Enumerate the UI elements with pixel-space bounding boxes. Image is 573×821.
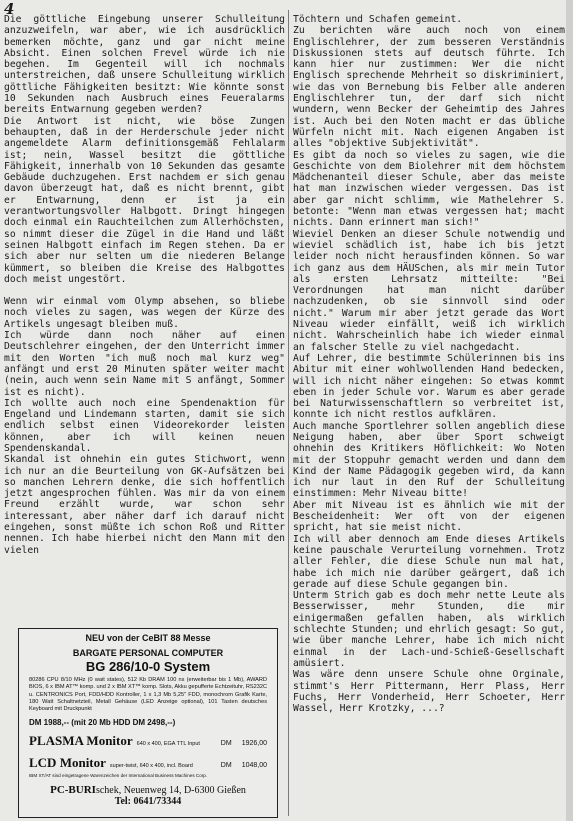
paragraph: Die göttliche Eingebung unserer Schulleitung anzuzweifeln, war aber, wie ich ausdrücklich bemerken möchte, ganz und gar nicht meine Absicht. Einen solchen Frevel würde ich nie begehen. Im Gegenteil will ich nochmals unterstreichen, daß unsere Schulleitung wirklich göttliche Fähigkeiten besitzt: Wie könnte sonst 10 Sekunden nach Ausbruch eines Feueralarms bereits Entwarnung gegeben werden? [4,14,285,116]
page-edge [566,0,573,821]
ad-plasma-monitor [29,733,267,749]
column-divider [288,10,289,816]
paragraph: Was wäre denn unsere Schule ohne Orginale, stimmt's Herr Pittermann, Herr Plass, Herr Fuchs, Herr Vonderheid, Herr Schoeter, Herr Wassel, Herr Krotzky, ...? [293,669,565,715]
paragraph: Auch manche Sportlehrer sollen angeblich diese Neigung haben, aber über Sport schweigt ohnehin des Kritikers Höflichkeit: Wo Noten mit der Stoppuhr gemacht werden und dann dem Kind der Name Pädagogik gegeben wird, da kann ich nur laut in den Ruf der Schulleitung einstimmen: Mehr Niveau bitte! [293,420,565,500]
ad-header-cebit: NEU von der CeBIT 88 Messe [85,633,211,643]
left-column [4,14,285,556]
paragraph: Wenn wir einmal vom Olymp absehen, so bliebe noch vieles zu sagen, was wegen der Kürze des Artikels ungesagt bleiben muß. [4,296,285,330]
plasma-monitor-name: PLASMA Monitor [29,733,133,749]
paragraph: Töchtern und Schafen gemeint. [293,14,463,25]
ad-trademark-note: IBM XT/AT sind eingetragene Warenzeichen der International Business Machines Corp. [29,773,208,779]
paragraph: Wieviel Denken an dieser Schule notwendig und wieviel schädlich ist, habe ich bis jetzt leider noch nicht herausfinden können. So war ich ganz aus dem HÄUSchen, als mir mein Tutor als ersten Lehrsatz mitteilte: "Bei Verordnungen hat man nicht darüber nachzudenken, ob sie sinnvoll sind oder nicht." Warum mir aber jetzt gerade das Wort Niveau wieder einfällt, weiß ich wirklich nicht. Wahrscheinlich habe ich wieder einmal an falscher Stelle zu viel nachgedacht. [293,228,565,353]
ad-system-name: BG 286/10-0 System [85,659,211,674]
ad-company-rest: schek, Neuenweg 14, D-6300 Gießen [95,785,246,797]
paragraph: Aber mit Niveau ist es ähnlich wie mit der Bescheidenheit: Wer oft von der eigenen spricht, hat sie meist nicht. [293,499,565,534]
paragraph: Zu berichten wäre auch noch von einem Englischlehrer, der zum besseren Verständnis Diskussionen stets auf deutsch führte. Ich kann hier nur zustimmen: Wer die nicht Englisch sprechende Mehrheit so diskriminiert, wie das von Bernebung bis Felber alle anderen Englischlehrer tun, der darf sich nicht wundern, wenn Becker der Geheimtip des Jahres ist. Auch bei den Noten macht er das übliche Würfeln nicht mit. Nach eigenen Angaben ist alles "objektive Subjektivität". [293,25,565,150]
paragraph: Ich wollte auch noch eine Spendenaktion für Engeland und Lindemann starten, damit sie sich endlich selbst einen Videorekorder leisten können, aber ich will keinen neuen Spendenskandal. [4,397,285,454]
plasma-monitor-spec: 640 x 400, EGA TTL Input [136,741,200,748]
advertisement-box [18,628,278,818]
ad-price-line [29,718,267,727]
ad-company [19,784,277,796]
paragraph: Es gibt da noch so vieles zu sagen, wie die Geschichte von dem Biolehrer mit dem höchstem Mädchenanteil dieser Schule, aber das meiste hat man inzwischen wieder vergessen. Das ist aber gar nicht schlimm, wie Mathelehrer S. betonte: "Wenn man etwas vergessen hat; macht nichts. Dann erinnert man sich!" [293,149,565,229]
paragraph: Auf Lehrer, die bestimmte Schülerinnen bis ins Abitur mit einer wohlwollenden Hand bedecken, will ich nicht näher eingehen: So etwas kommt eben in jeder Schule vor. Warum es aber gerade bei Naturwissenschaftlern so verbreitet ist, konnte ich nicht restlos aufklären. [293,352,565,421]
ad-lcd-monitor [29,755,267,771]
ad-header-bargate: BARGATE PERSONAL COMPUTER [72,648,224,658]
ad-specs: 80286 CPU 8/10 MHz (0 wait states), 512 Kb DRAM 100 ns (erweiterbar bis 1 Mb), AWARD BIOS, 6 x IBM AT™ komp. und 2 x IBM XT™ komp. Slots, Akku gepufferte Echtzeituhr, RS232C u. CENTRONICS Port, FDD/HDD Kontroller, 1 x 1,3 Mb 5,25" FDD, monochrom Grafik Karte, 180 Watt Schaltnetzteil, Metall Gehäuse (LED Anzeige optional), 101 Tasten deutsches Keyboard mit Druckpunkt [29,677,267,713]
right-column [293,14,565,714]
lcd-monitor-name: LCD Monitor [29,755,106,771]
ad-company-bold: PC-BURI [50,784,96,797]
paragraph: Ich will aber dennoch am Ende dieses Artikels keine pauschale Verurteilung vornehmen. Trotz aller Fehler, die diese Schule nun mal hat, habe ich mich nie darüber geärgert, daß ich gerade auf diese Schule gegangen bin. [293,533,565,590]
paragraph: Die Antwort ist nicht, wie böse Zungen behaupten, daß in der Herderschule jeder nicht angemeldete Alarm definitionsgemäß Fehlalarm ist; nein, Wassel besitzt die göttliche Fähigkeit, innerhalb von 10 Sekunden das gesamte Gebäude duchzugehen. Erst nachdem er sich genau davon überzeugt hat, daß es nicht brennt, gibt er Entwarnung, denn er ist ja ein verantwortungsvoller Halbgott. Dringt hingegen doch einmal ein Rauchteilchen zum Allerhöchsten, so nimmt dieser die Zügel in die Hand und läßt seinen Halbgott einfach im Regen stehen. Da er sich aber nur selten um die niederen Belange kümmert, so bleiben die Kreise des Halbgottes doch meist ungestört. [4,115,285,285]
lcd-monitor-price: 1048,00 [241,762,267,770]
ad-price-text: DM 1988,-- (mit 20 Mb HDD DM 2498,--) [29,718,176,728]
plasma-monitor-currency: DM [220,740,232,748]
page-number: 4 [4,0,15,18]
lcd-monitor-spec: super-twist, 640 x 400, incl. Board [109,763,193,770]
paragraph: Ich würde dann noch näher auf einen Deutschlehrer eingehen, der den Unterricht immer mit den Worten "ich muß noch mal kurz weg" anfängt und erst 20 Minuten später weiter macht (nein, auch wenn sein Name mit S anfängt, Sommer ist es nicht). [4,330,285,398]
paragraph: Unterm Strich gab es doch mehr nette Leute als Besserwisser, mehr Stunden, die mir einigermaßen gefallen haben, als wirklich schlechte Stunden; und ehrlich gesagt: So gut, wie über manche Lehrer, habe ich mich nicht einmal in der Lach-und-Schieß-Gesellschaft amüsiert. [293,590,565,669]
plasma-monitor-price: 1926,00 [241,740,267,748]
lcd-monitor-currency: DM [220,762,232,770]
paragraph: Skandal ist ohnehin ein gutes Stichwort, wenn ich nur an die Beurteilung von GK-Aufsätzen bei so manchen Lehrern denke, die sich hoffentlich jetzt angesprochen fühlen. Was mir da von einem Freund erzählt wurde, war schon sehr interessant, aber näher darf ich darauf nicht eingehen, sonst müßte ich schon Roß und Ritter nennen. Ich habe hierbei nicht den Mann mit den vielen [4,454,285,556]
ad-phone: Tel: 0641/73344 [114,796,182,808]
